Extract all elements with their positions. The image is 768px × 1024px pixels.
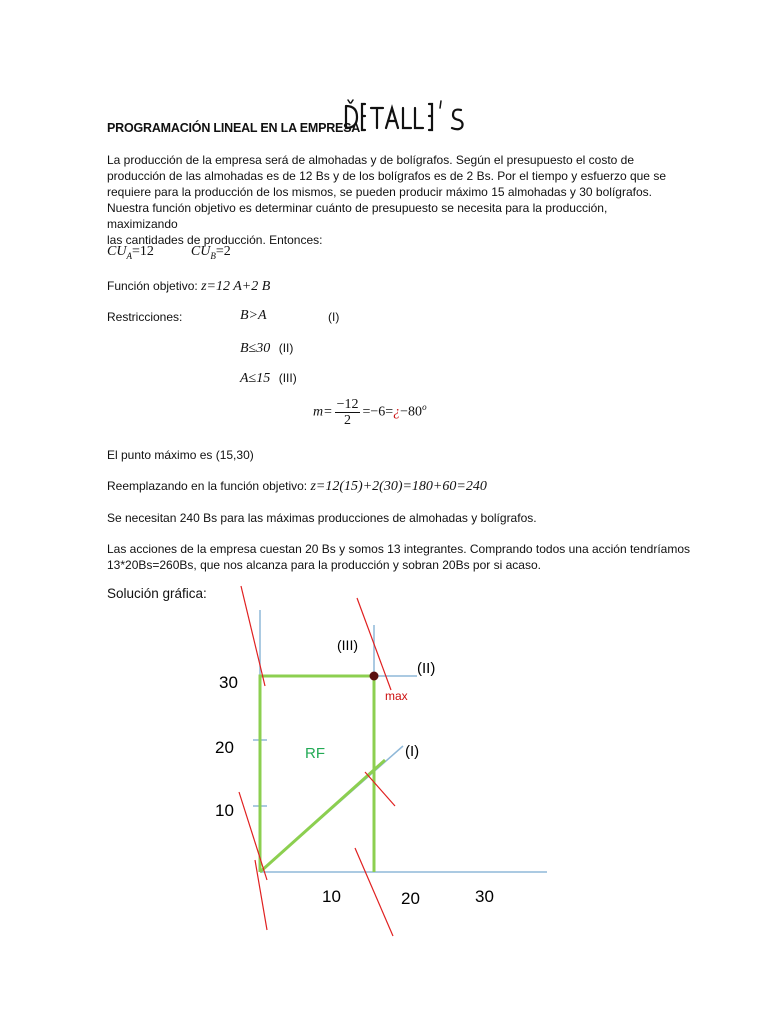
restriction-1-expr: B>A [240,308,267,323]
replace-formula: z=12(15)+2(30)=180+60=240 [310,479,487,494]
page-title: PROGRAMACIÓN LINEAL EN LA EMPRESA [107,121,361,135]
detalles-logo [343,96,468,136]
slope-equation: m= $\frac{-12}{2}$ $=-6=¿-80^o$ [313,397,427,428]
cost-equations [107,244,231,261]
restrictions-label: Restricciones: [107,310,183,324]
graphical-solution [195,580,565,940]
x-tick-label-20: 20 [401,889,420,908]
restriction-3: A≤15 (III) [240,371,297,386]
restriction-1-tag: (I) [328,310,340,324]
intro-line: producción de las almohadas es de 12 Bs y de los bolígrafos es de 2 Bs. Por el tiempo y esfuerzo que se [107,169,666,184]
x-tick-label-30: 30 [475,887,494,906]
objective-label: Función objetivo: [107,279,198,293]
label-max: max [385,689,408,703]
max-point [370,672,379,681]
restriction-2: B≤30 (II) [240,341,294,356]
conclusion-text: Se necesitan 240 Bs para las máximas producciones de almohadas y bolígrafos. [107,511,537,525]
shares-line: Las acciones de la empresa cuestan 20 Bs y somos 13 integrantes. Comprando todos una acción tendríamos [107,542,691,556]
solution-label: Solución gráfica: [107,586,207,601]
cut-line [239,792,267,880]
y-tick-label-10: 10 [215,801,234,820]
intro-line: La producción de la empresa será de almohadas y de bolígrafos. Según el presupuesto el costo de [107,153,635,167]
label-rf: RF [305,745,325,762]
max-point-text: El punto máximo es (15,30) [107,448,254,462]
shares-line: 13*20Bs=260Bs, que nos alcanza para la producción y sobran 20Bs por si acaso. [107,558,541,573]
replace-label: Reemplazando en la función objetivo: [107,479,308,493]
label-ii: (II) [417,660,436,677]
y-tick-label-30: 30 [219,673,238,692]
cost-a: $CU_A=12$ [107,244,154,261]
shares-paragraph [107,541,690,573]
cost-b: $CU_B=2$ [190,244,231,261]
intro-paragraph [107,152,667,249]
intro-line: requiere para la producción de los mismos, se pueden producir máximo 15 almohadas y 30 bolígrafos. [107,185,652,200]
y-tick-label-20: 20 [215,738,234,757]
objective-formula: z=12 A+2 B [201,279,271,294]
x-tick-label-10: 10 [322,887,341,906]
cut-line [365,772,395,806]
objective-line [107,279,270,295]
intro-line: Nuestra función objetivo es determinar cuánto de presupuesto se necesita para la producción, maximizando [107,201,608,232]
cut-line [241,586,265,686]
label-i: (I) [405,743,420,760]
replace-line [107,479,487,495]
intro-line: las cantidades de producción. Entonces: [107,233,323,248]
label-iii: (III) [337,637,358,653]
